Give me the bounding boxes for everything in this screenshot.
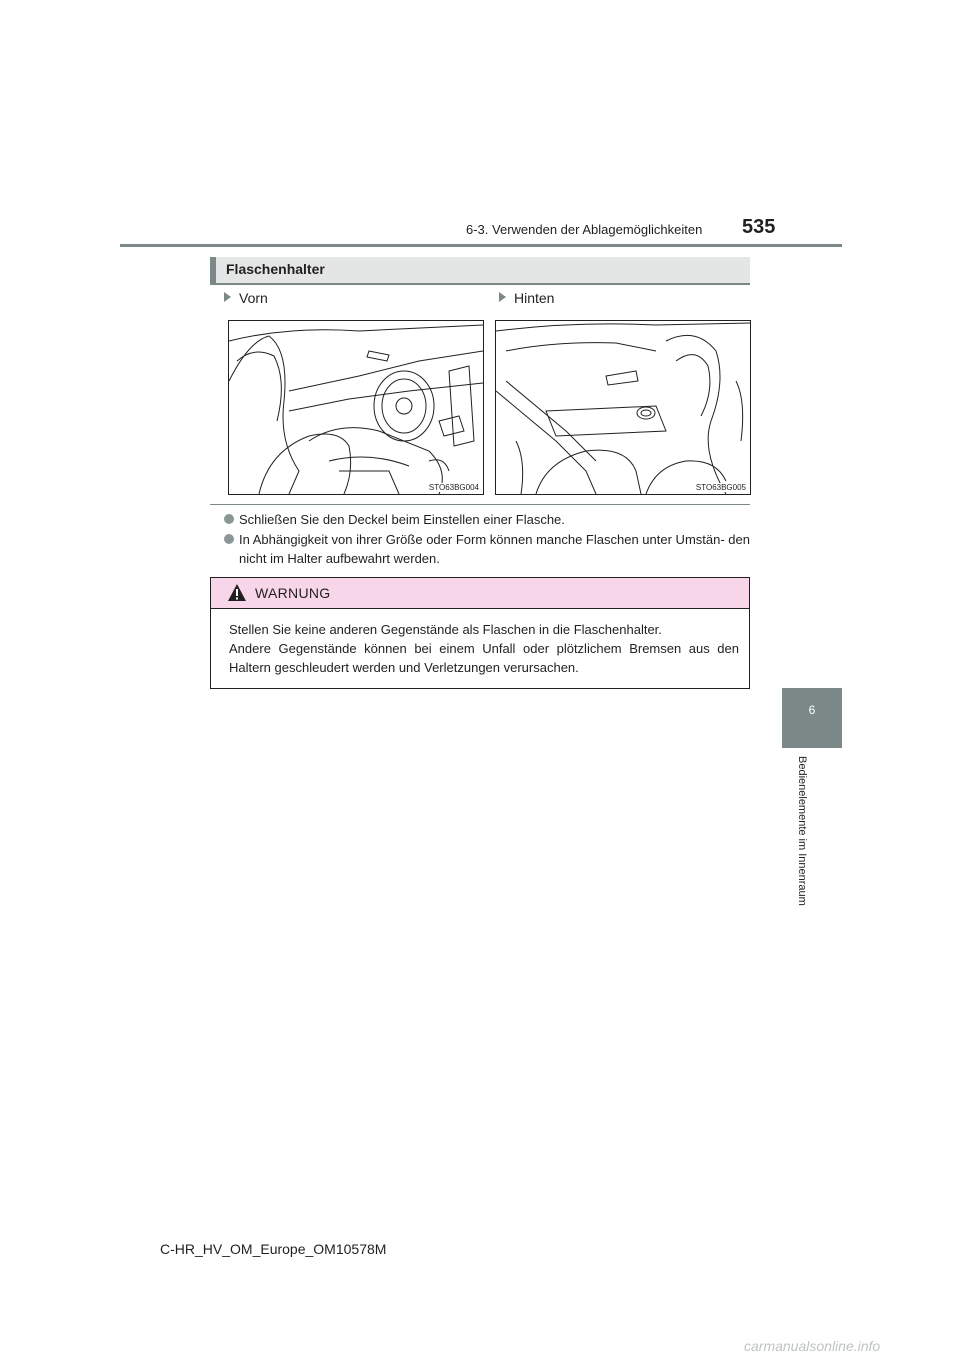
bullet-item [224,530,750,568]
figure-rear-bottle-holder [495,320,751,495]
figure-code-rear: STO63BG005 [695,483,746,492]
front-interior-illustration [229,321,483,494]
figure-label-front-text: Vorn [239,290,268,306]
figure-label-rear [499,290,554,306]
page-number: 535 [742,216,776,238]
watermark: carmanualsonline.info [744,1338,881,1354]
warning-body [229,620,739,677]
footer-document-id: C-HR_HV_OM_Europe_OM10578M [160,1241,387,1257]
bullet-dot-icon [224,534,234,544]
warning-triangle-icon [227,583,247,602]
header-section-title: 6-3. Verwenden der Ablagemöglichkeiten [466,222,703,237]
triangle-arrow-icon [499,292,506,302]
chapter-label: Bedienelemente im Innenraum [796,756,808,906]
chapter-tab-number: 6 [808,703,816,717]
warning-header [211,578,749,609]
figure-label-rear-text: Hinten [514,290,555,306]
section-heading-accent [210,257,216,283]
bullet-text: In Abhängigkeit von ihrer Größe oder Form können manche Flaschen unter Umstän- den nicht im Halter aufbewahrt werden. [239,532,750,566]
header-rule [120,244,842,247]
chapter-tab[interactable] [782,688,842,748]
warning-line-1: Stellen Sie keine anderen Gegenstände als Flaschen in die Flaschenhalter. [229,622,662,637]
warning-line-2: Andere Gegenstände können bei einem Unfall oder plötzlichem Bremsen aus den Haltern geschleudert werden und Verletzungen verursachen. [229,641,739,675]
figure-label-front [224,290,268,306]
warning-box [210,577,750,689]
figure-code-front: STO63BG004 [428,483,479,492]
bullet-text: Schließen Sie den Deckel beim Einstellen einer Flasche. [239,512,565,527]
triangle-arrow-icon [224,292,231,302]
warning-title: WARNUNG [255,585,331,601]
figure-divider [210,504,750,505]
section-heading: Flaschenhalter [226,261,325,277]
rear-interior-illustration [496,321,750,494]
figure-front-bottle-holder [228,320,484,495]
bullet-item [224,510,750,529]
section-heading-bar [210,257,750,285]
bullet-dot-icon [224,514,234,524]
